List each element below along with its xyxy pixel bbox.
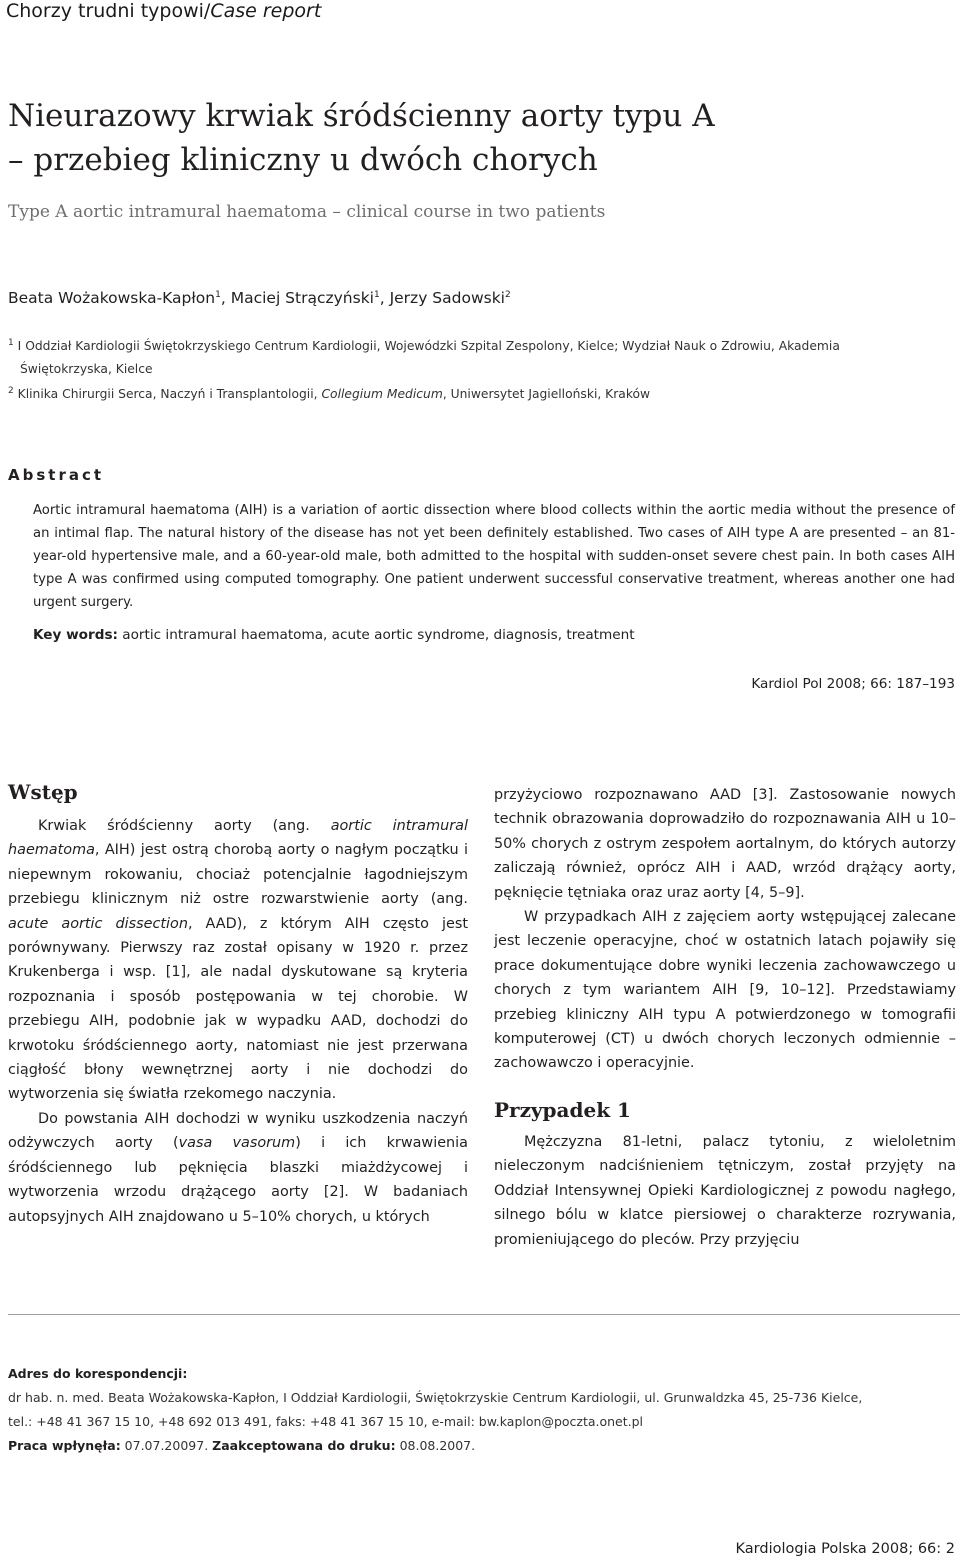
intro-heading: Wstęp (8, 780, 78, 804)
affiliation-italic: Collegium Medicum (321, 387, 443, 402)
col2-paragraph-2: W przypadkach AIH z zajęciem aorty wstępującej zalecane jest leczenie operacyjne, choć w ostatnich latach pojawiły się prace dokumentujące dobre wyniki leczenia zachowawczego u chorych z tym wariantem AIH [9, 10–12]. Przedstawiamy przebieg kliniczny AIH typu A potwierdzonego w tomografii komputerowej (CT) u dwóch chorych leczonych odmiennie – zachowawczo i operacyjnie. (494, 909, 956, 1072)
affiliation-number: 2 (8, 386, 14, 396)
received-dates (8, 1438, 475, 1453)
received-label: Praca wpłynęła: (8, 1438, 121, 1453)
keywords (33, 627, 635, 643)
section-tag-en: Case report (210, 0, 322, 22)
author-affiliation-mark: 1 (373, 289, 380, 300)
author-affiliation-mark: 1 (215, 289, 221, 300)
right-column (494, 783, 956, 1076)
col2-paragraph-1: przyżyciowo rozpoznawano AAD [3]. Zastosowanie nowych technik obrazowania doprowadziło do rozpoznawania AIH u 10–50% chorych z ostrym zespołem aortalnym, do których autorzy zaliczają również, oprócz AIH i AAD, wrzód drążący aorty, pęknięcie tętniaka oraz uraz aorty [4, 5–9]. (494, 787, 956, 901)
abstract-heading: Abstract (8, 466, 105, 484)
left-column (8, 814, 468, 1229)
received-date: 07.07.20097. (120, 1438, 213, 1453)
journal-citation: Kardiol Pol 2008; 66: 187–193 (751, 676, 955, 692)
article-title (8, 94, 715, 182)
title-line-1: Nieurazowy krwiak śródścienny aorty typu A (8, 98, 715, 134)
affiliation-text: I Oddział Kardiologii Świętokrzyskiego Centrum Kardiologii, Wojewódzki Szpital Zespolony, Kielce; Wydział Nauk o Zdrowiu, Akademia (17, 339, 840, 354)
keywords-label: Key words: (33, 627, 118, 643)
author-name: Jerzy Sadowski (389, 289, 505, 307)
abstract-text: Aortic intramural haematoma (AIH) is a variation of aortic dissection where blood collects within the aortic media without the presence of an intimal flap. The natural history of the disease has not yet been definitely established. Two cases of AIH type A are presented – an 81-year-old hypertensive male, and a 60-year-old male, both admitted to the hospital with sudden-onset severe chest pain. In both cases AIH type A was confirmed using computed tomography. One patient underwent successful conservative treatment, whereas another one had urgent surgery. (33, 503, 955, 610)
correspondence-contact: tel.: +48 41 367 15 10, +48 692 013 491, faks: +48 41 367 15 10, e-mail: bw.kaplon@poczta.onet.pl (8, 1414, 644, 1429)
affiliation-1 (8, 338, 840, 353)
author-name: Beata Wożakowska-Kapłon (8, 289, 216, 307)
affiliation-2 (8, 386, 650, 401)
accepted-label: Zaakceptowana do druku: (212, 1438, 396, 1453)
intro-paragraph-2: Do powstania AIH dochodzi w wyniku uszkodzenia naczyń odżywczych aorty (vasa vasorum) i ich krwawienia śródściennego lub pęknięcia blaszki miażdżycowej i wytworzenia wrzodu drążącego aorty [2]. W badaniach autopsyjnych AIH znajdowano u 5–10% chorych, u których (8, 1110, 468, 1225)
affiliation-text: Klinika Chirurgii Serca, Naczyń i Transplantologii, (17, 387, 322, 402)
title-line-2: – przebieg kliniczny u dwóch chorych (8, 142, 598, 178)
case-paragraph-1: Mężczyzna 81-letni, palacz tytoniu, z wieloletnim nieleczonym nadciśnieniem tętniczym, został przyjęty na Oddział Intensywnej Opieki Kardiologicznej z powodu nagłego, silnego bólu w klatce piersiowej o charakterze rozrywania, promieniującego do pleców. Przy przyjęciu (494, 1134, 956, 1248)
affiliation-1-cont: Świętokrzyska, Kielce (20, 362, 153, 376)
footnote-divider (8, 1314, 960, 1315)
correspondence-label: Adres do korespondencji: (8, 1366, 188, 1381)
author-name: Maciej Strączyński (230, 289, 374, 307)
author-affiliation-mark: 2 (505, 289, 511, 300)
keywords-list: aortic intramural haematoma, acute aortic syndrome, diagnosis, treatment (117, 627, 635, 643)
case-heading: Przypadek 1 (494, 1098, 631, 1122)
section-tag-pl: Chorzy trudni typowi/ (6, 0, 211, 22)
affiliation-number: 1 (8, 338, 14, 348)
author-list: Beata Wożakowska-Kapłon$^1$, Maciej Strączyński$^1$, Jerzy Sadowski$^2$ (8, 289, 511, 307)
affiliation-text: , Uniwersytet Jagielloński, Kraków (442, 387, 651, 402)
case-column (494, 1130, 956, 1252)
intro-paragraph-1: Krwiak śródścienny aorty (ang. aortic intramural haematoma, AIH) jest ostrą chorobą aorty o nagłym początku i niepewnym rokowaniu, chociaż potencjalnie łagodniejszym przebiegu klinicznym niż ostre rozwarstwienie aorty (ang. acute aortic dissection, AAD), z którym AIH często jest porównywany. Pierwszy raz został opisany w 1920 r. przez Krukenberga i wsp. [1], ale nadal dyskutowane są kryteria rozpoznania i sposób postępowania w tej chorobie. W przebiegu AIH, podobnie jak w wypadku AAD, dochodzi do krwotoku śródściennego aorty, natomiast nie jest przerwana ciągłość błony wewnętrznej aorty i nie dochodzi do wytworzenia się światła rzekomego naczynia. (8, 818, 468, 1103)
correspondence-address: dr hab. n. med. Beata Wożakowska-Kapłon, I Oddział Kardiologii, Świętokrzyskie Centrum Kardiologii, ul. Grunwaldzka 45, 25-736 Kielce, (8, 1390, 863, 1405)
journal-footer: Kardiologia Polska 2008; 66: 2 (735, 1541, 955, 1557)
article-subtitle: Type A aortic intramural haematoma – clinical course in two patients (8, 202, 606, 222)
section-tag (6, 0, 321, 22)
accepted-date: 08.08.2007. (395, 1438, 476, 1453)
